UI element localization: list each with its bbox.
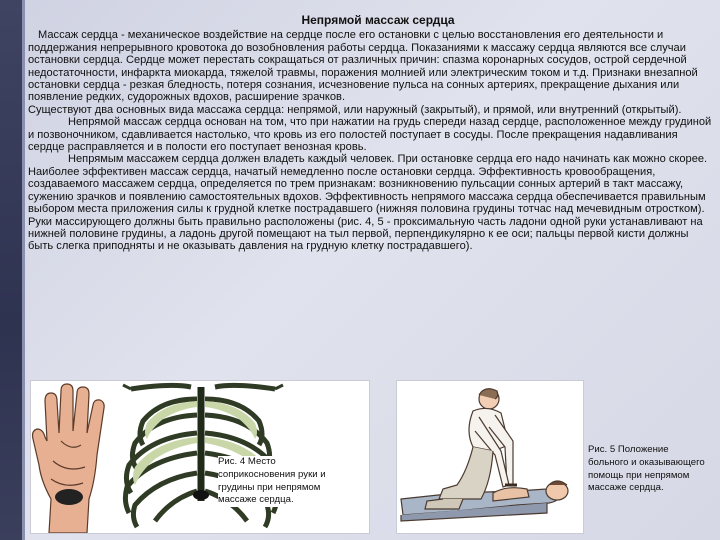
palm-contact-area: [55, 489, 83, 505]
figure-5-caption: Рис. 5 Положение больного и оказывающего помощь при непрямом массаже сердца.: [588, 444, 705, 494]
paragraph-mechanism: Непрямой массаж сердца основан на том, что при нажатии на грудь спереди назад сердце, расположенное между грудиной и позвоночником, сдавливается настолько, что кровь из его полостей поступает в сосуды. После прекращения надавливания сердце расправляется и в полости его поступает венозная кровь.: [28, 116, 712, 154]
sternum-contact-point: [193, 490, 209, 500]
figure-4-caption: Рис. 4 Место соприкосновения руки и грудины при непрямом массаже сердца.: [218, 456, 336, 507]
palm-drawing: [33, 384, 105, 533]
paragraph-types: Существуют два основных вида массажа сердца: непрямой, или наружный (закрытый), и прямой, или внутренний (открытый).: [28, 103, 682, 116]
left-decor-band: [0, 0, 22, 540]
paragraph-technique: Непрямым массажем сердца должен владеть каждый человек. При остановке сердца его надо начинать как можно скорее. Наиболее эффективен массаж сердца, начатый немедленно после остановки сердца. Эффективность кровообращения, создаваемого массажем сердца, определяется по трем признакам: возникновению пульсации сонных артерий в такт массажу, сужению зрачков и появлению самостоятельных вдохов. Эффективность непрямого массажа сердца обеспечивается правильным выбором места приложения силы к грудной клетке пострадавшего (нижняя половина грудины тотчас над мечевидным отростком). Руки массирующего должны быть правильно расположены (рис. 4, 5 - проксимальную часть ладони одной руки устанавливают на нижней половине грудины, а ладонь другой помещают на тыл первой, перпендикулярно к ее оси; пальцы первой кисти должны быть слегка приподняты и не оказывать давления на грудную клетку пострадавшего).: [28, 153, 708, 253]
slide-title: Непрямой массаж сердца: [301, 13, 455, 27]
paragraph-definition: Массаж сердца - механическое воздействие на сердце после его остановки с целью восстановления его деятельности и поддержания непрерывного кровотока до возобновления работы сердца. Показаниями к массажу сердца являются все случаи остановки сердца. Сердце может перестать сокращаться от различных причин: спазма коронарных сосудов, острой сердечной недостаточности, инфаркта миокарда, тяжелой травмы, поражения молнией или электрическим током и т.д. Признаки внезапной остановки сердца - резкая бледность, потеря сознания, исчезновение пульса на сонных артериях, прекращение дыхания или появление редких, судорожных вдохов, расширение зрачков.: [28, 29, 698, 104]
left-decor-stripe: [22, 0, 25, 540]
cpr-illustration: [397, 381, 583, 533]
slide-content: [28, 14, 714, 384]
figure-5-cpr-position: [396, 380, 584, 534]
